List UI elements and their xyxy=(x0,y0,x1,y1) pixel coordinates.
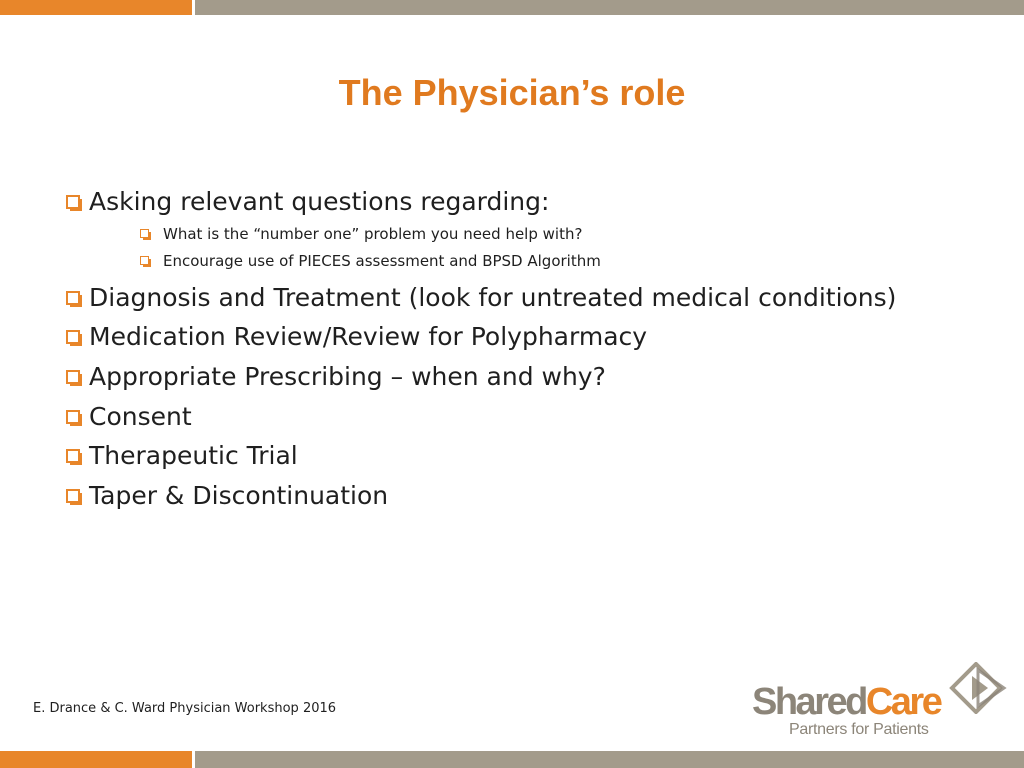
sub-bullet-item xyxy=(140,247,1006,274)
bullet-item xyxy=(66,476,1006,516)
bottom-gray-bar xyxy=(195,751,1024,768)
bullet-text: Appropriate Prescribing – when and why? xyxy=(89,361,606,391)
logo-word-care: Care xyxy=(865,681,941,723)
checkbox-bullet-icon xyxy=(66,291,80,305)
bullet-text: Asking relevant questions regarding: xyxy=(89,187,550,216)
checkbox-bullet-icon xyxy=(66,410,80,424)
checkbox-bullet-icon xyxy=(140,256,149,265)
sharedcare-logo xyxy=(752,662,1012,746)
bullet-list xyxy=(66,186,1006,516)
bullet-text: Consent xyxy=(89,401,192,431)
checkbox-bullet-icon xyxy=(66,449,80,463)
bottom-accent-bar xyxy=(0,751,192,768)
sub-bullet-list xyxy=(140,218,1006,278)
top-accent-bar xyxy=(0,0,192,15)
top-gray-bar xyxy=(195,0,1024,15)
bullet-text: Diagnosis and Treatment (look for untreated medical conditions) xyxy=(89,282,897,312)
checkbox-bullet-icon xyxy=(66,370,80,384)
logo-tagline: Partners for Patients xyxy=(789,721,929,738)
checkbox-bullet-icon xyxy=(66,489,80,503)
bullet-item xyxy=(66,397,1006,437)
bullet-item xyxy=(66,318,1006,358)
bullet-text: Medication Review/Review for Polypharmacy xyxy=(89,322,648,352)
checkbox-bullet-icon xyxy=(66,330,80,344)
bullet-item xyxy=(66,357,1006,397)
checkbox-bullet-icon xyxy=(66,195,80,209)
bullet-text: Therapeutic Trial xyxy=(89,441,298,471)
sub-bullet-item xyxy=(140,220,1006,247)
logo-diamond-icon xyxy=(948,662,1008,714)
slide-title: The Physician’s role xyxy=(338,72,686,113)
logo-wordmark xyxy=(752,682,940,722)
bullet-item xyxy=(66,186,1006,218)
sub-bullet-text: Encourage use of PIECES assessment and BPSD Algorithm xyxy=(163,251,601,270)
bullet-text: Taper & Discontinuation xyxy=(89,480,389,510)
logo-word-shared: Shared xyxy=(752,681,866,723)
footer-credit: E. Drance & C. Ward Physician Workshop 2016 xyxy=(33,701,337,716)
sub-bullet-text: What is the “number one” problem you need help with? xyxy=(163,224,583,243)
bullet-item xyxy=(66,436,1006,476)
checkbox-bullet-icon xyxy=(140,229,149,238)
bullet-item xyxy=(66,278,1006,318)
